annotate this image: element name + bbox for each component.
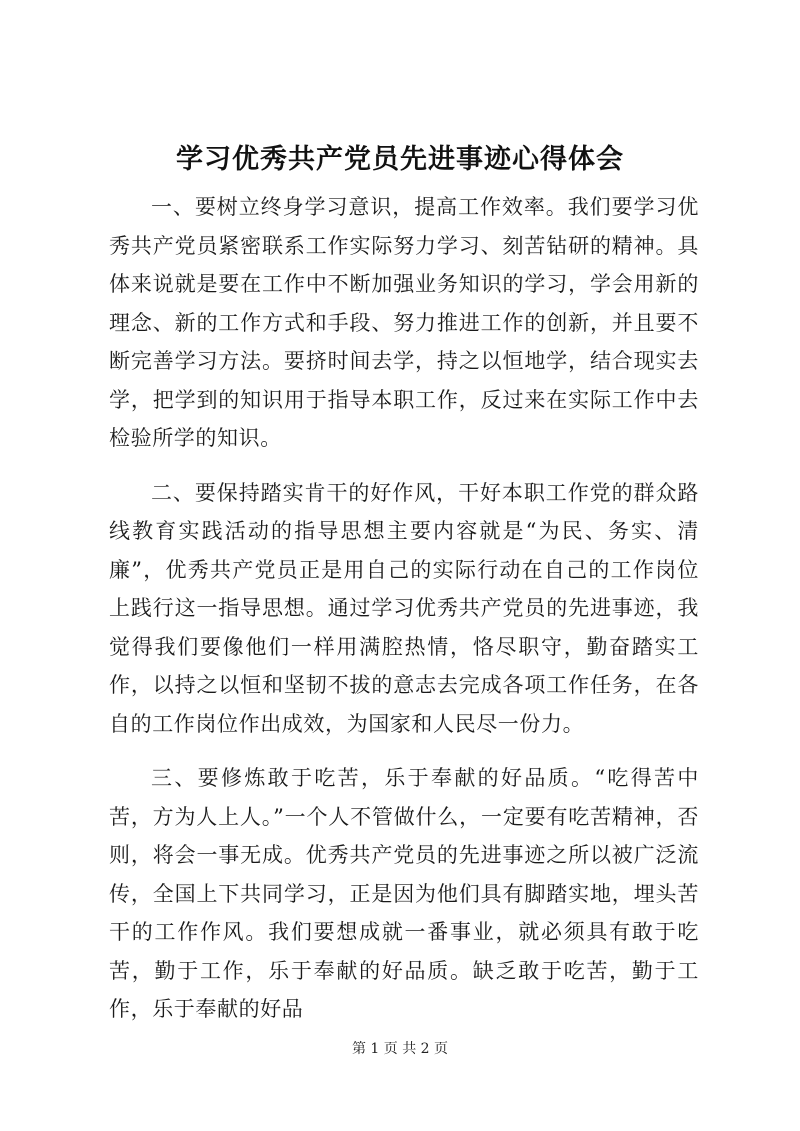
paragraph-2: 二、要保持踏实肯干的好作风，干好本职工作党的群众路线教育实践活动的指导思想主要内容就是“为民、务实、清廉”，优秀共产党员正是用自己的实际行动在自己的工作岗位上践行这一指导思想。通过学习优秀共产党员的先进事迹，我觉得我们要像他们一样用满腔热情，恪尽职守，勤奋踏实工作，以持之以恒和坚韧不拔的意志去完成各项工作任务，在各自的工作岗位作出成效，为国家和人民尽一份力。 <box>109 480 699 736</box>
document-body <box>109 188 699 1029</box>
page-number-footer: 第 1 页 共 2 页 <box>351 1041 449 1057</box>
paragraph-1: 一、要树立终身学习意识，提高工作效率。我们要学习优秀共产党员紧密联系工作实际努力学习、刻苦钻研的精神。具体来说就是要在工作中不断加强业务知识的学习，学会用新的理念、新的工作方式和手段、努力推进工作的创新，并且要不断完善学习方法。要挤时间去学，持之以恒地学，结合现实去学，把学到的知识用于指导本职工作，反过来在实际工作中去检验所学的知识。 <box>109 195 699 450</box>
paragraph-3: 三、要修炼敢于吃苦，乐于奉献的好品质。“吃得苦中苦，方为人上人。”一个人不管做什么，一定要有吃苦精神，否则，将会一事无成。优秀共产党员的先进事迹之所以被广泛流传，全国上下共同学习，正是因为他们具有脚踏实地，埋头苦干的工作作风。我们要想成就一番事业，就必须具有敢于吃苦，勤于工作，乐于奉献的好品质。缺乏敢于吃苦，勤于工作，乐于奉献的好品 <box>109 766 699 1021</box>
document-title: 学习优秀共产党员先进事迹心得体会 <box>176 144 624 175</box>
